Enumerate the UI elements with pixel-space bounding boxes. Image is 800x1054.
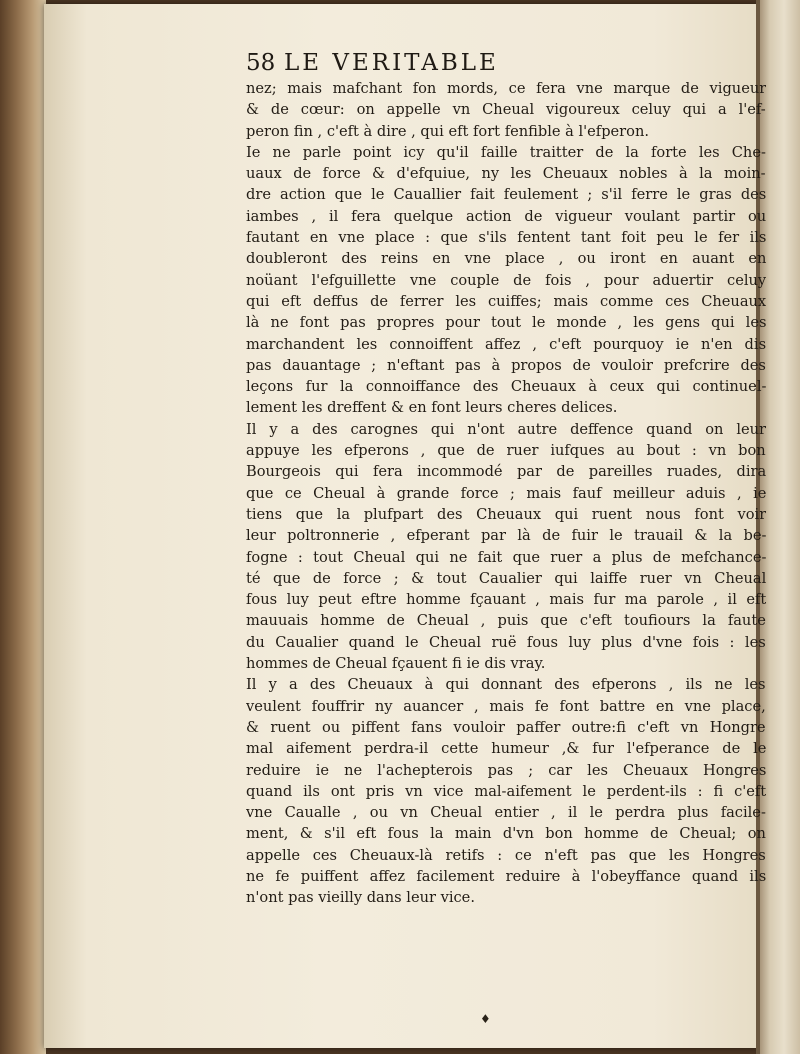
text-line: vne Caualle , ou vn Cheual entier , il le perdra plus facile- — [246, 804, 766, 822]
text-line: mal aifement perdra-il cette humeur ,& fur l'efperance de le — [246, 740, 766, 758]
text-line: leur poltronnerie , efperant par là de fuir le trauail & la be- — [246, 527, 766, 545]
text-line: ment, & s'il eft fous la main d'vn bon homme de Cheual; on — [246, 825, 766, 843]
text-line: peron fin , c'eft à dire , qui eft fort fenfible à l'efperon. — [246, 122, 649, 140]
paragraph — [246, 78, 766, 142]
book-binding-edge — [0, 0, 46, 1054]
text-line: lement les dreffent & en font leurs cheres delices. — [246, 399, 618, 417]
text-line: leçons fur la connoiffance des Cheuaux à ceux qui continuel- — [246, 378, 766, 396]
text-line: mauuais homme de Cheual , puis que c'eft toufiours la faute — [246, 612, 766, 630]
text-line: qui eft deffus de ferrer les cuiffes; mais comme ces Cheuaux — [246, 292, 766, 310]
text-line: hommes de Cheual fçauent fi ie dis vray. — [246, 655, 546, 673]
paragraph — [246, 419, 766, 675]
text-line: n'ont pas vieilly dans leur vice. — [246, 889, 475, 907]
text-line: pas dauantage ; n'eftant pas à propos de vouloir prefcrire des — [246, 356, 766, 374]
text-line: doubleront des reins en vne place , ou iront en auant en — [246, 250, 766, 268]
paragraph — [246, 674, 766, 908]
text-line: Ie ne parle point icy qu'il faille traitter de la forte les Che- — [246, 143, 766, 161]
text-line: là ne font pas propres pour tout le monde , les gens qui les — [246, 314, 766, 332]
text-line: dre action que le Cauallier fait feulement ; s'il ferre le gras des — [246, 186, 766, 204]
facing-page-edge — [760, 0, 800, 1054]
text-line: ne fe puiffent affez facilement reduire à l'obeyffance quand ils — [246, 867, 766, 885]
text-line: du Caualier quand le Cheual ruë fous luy plus d'vne fois : les — [246, 633, 766, 651]
text-line: & de cœur: on appelle vn Cheual vigoureux celuy qui a l'ef- — [246, 101, 766, 119]
text-line: fogne : tout Cheual qui ne fait que ruer a plus de mefchance- — [246, 548, 766, 566]
text-line: quand ils ont pris vn vice mal-aifement le perdent-ils : fi c'eft — [246, 782, 766, 800]
text-line: fautant en vne place : que s'ils fentent tant foit peu le fer ils — [246, 229, 766, 247]
text-line: iambes , il fera quelque action de vigueur voulant partir ou — [246, 207, 766, 225]
paragraph — [246, 142, 766, 419]
text-line: reduire ie ne l'achepterois pas ; car les Cheuaux Hongres — [246, 761, 766, 779]
text-line: té que de force ; & tout Caualier qui laiffe ruer vn Cheual — [246, 569, 766, 587]
text-line: Il y a des carognes qui n'ont autre deffence quand on leur — [246, 420, 766, 438]
text-line: & ruent ou piffent fans vouloir paffer outre:fi c'eft vn Hongre — [246, 718, 766, 736]
text-line: appelle ces Cheuaux-là retifs : ce n'eft pas que les Hongres — [246, 846, 766, 864]
ink-blot-mark: ♦ — [480, 1012, 491, 1026]
text-line: veulent fouffrir ny auancer , mais fe font battre en vne place, — [246, 697, 766, 715]
text-line: fous luy peut eftre homme fçauant , mais fur ma parole , il eft — [246, 591, 766, 609]
text-line: tiens que la plufpart des Cheuaux qui ruent nous font voir — [246, 505, 766, 523]
body-text — [246, 78, 766, 909]
text-line: marchandent les connoiffent affez , c'eft pourquoy ie n'en dis — [246, 335, 766, 353]
running-title: LE VERITABLE — [284, 50, 499, 76]
text-line: Bourgeois qui fera incommodé par de pareilles ruades, dira — [246, 463, 766, 481]
text-line: Il y a des Cheuaux à qui donnant des efperons , ils ne les — [246, 676, 766, 694]
text-line: appuye les efperons , que de ruer iufques au bout : vn bon — [246, 442, 766, 460]
text-line: noüant l'efguillette vne couple de fois , pour aduertir celuy — [246, 271, 766, 289]
text-line: nez; mais mafchant fon mords, ce fera vne marque de vigueur — [246, 80, 766, 97]
text-line: que ce Cheual à grande force ; mais fauf meilleur aduis , ie — [246, 484, 766, 502]
page-number: 58 — [246, 50, 276, 76]
text-line: uaux de force & d'efquiue, ny les Cheuaux nobles à la moin- — [246, 165, 766, 183]
